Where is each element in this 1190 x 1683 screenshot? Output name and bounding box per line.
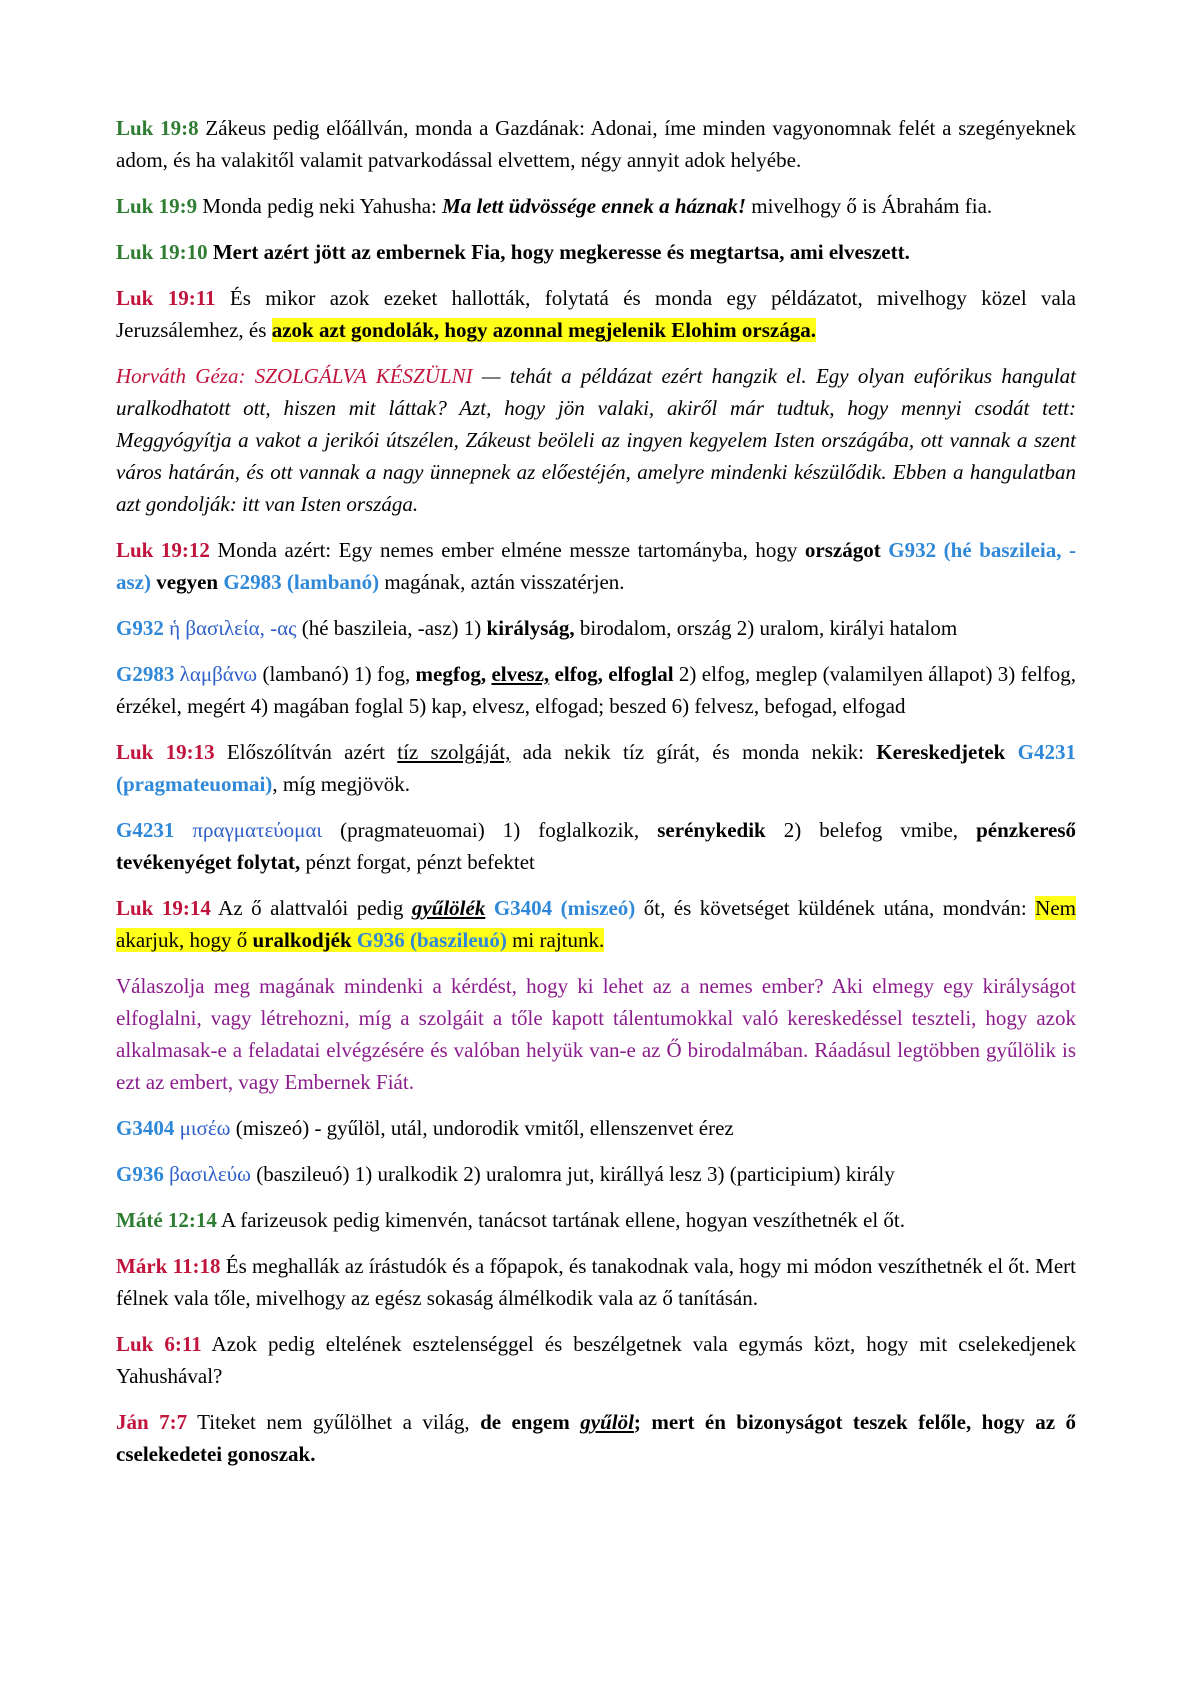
keyword: országot <box>804 538 881 562</box>
greek-word: ἡ βασιλεία, -ας <box>163 616 297 640</box>
commentary-horvath <box>116 360 1076 520</box>
verse-ref: Luk 19:13 <box>116 740 215 764</box>
verse-text: Monda pedig neki Yahusha: <box>197 194 443 218</box>
definition: (miszeó) - gyűlöl, utál, undorodik vmitől, ellenszenvet érez <box>230 1116 734 1140</box>
verse-text: Az ő alattvalói pedig <box>210 896 412 920</box>
verse-luk-19-13 <box>116 736 1076 800</box>
keyword: serénykedik <box>657 818 766 842</box>
highlighted-keyword: uralkodjék <box>252 928 352 952</box>
verse-ref: Luk 19:9 <box>116 194 198 218</box>
verse-ref: Luk 19:10 <box>116 240 208 264</box>
underlined-text: tíz szolgáját, <box>397 740 511 764</box>
definition: 2) belefog vmibe, <box>765 818 977 842</box>
verse-text: Mert azért jött az embernek Fia, hogy megkeresse és megtartsa, ami elveszett. <box>207 240 910 264</box>
definition: pénzt forgat, pénzt befektet <box>300 850 535 874</box>
keyword-underlined: gyűlölék <box>411 896 486 920</box>
verse-ref: Luk 19:11 <box>116 286 216 310</box>
keyword-underlined: elvesz, <box>491 662 550 686</box>
verse-luk-19-8 <box>116 112 1076 176</box>
strong-code: G932 <box>116 616 164 640</box>
verse-luk-19-9 <box>116 190 1076 222</box>
verse-luk-19-12 <box>116 534 1076 598</box>
verse-ref: Máté 12:14 <box>116 1208 217 1232</box>
verse-luk-19-14 <box>116 892 1076 956</box>
verse-luk-6-11 <box>116 1328 1076 1392</box>
strong-code: G4231 <box>116 818 175 842</box>
verse-text: És meghallák az írástudók és a főpapok, és tanakodnak vala, hogy mi módon veszíthetnék el őt. Mert félnek vala tőle, mivelhogy az egész sokaság álmélkodik vala az ő tanításán. <box>116 1254 1077 1310</box>
verse-ref: Luk 19:14 <box>116 896 211 920</box>
keyword: ; mert én bizonyságot teszek felőle, hogy az ő cselekedetei gonoszak. <box>116 1410 1076 1466</box>
verse-quote: Ma lett üdvössége ennek a háznak! <box>442 194 747 218</box>
keyword: de engem <box>480 1410 581 1434</box>
strong-ref: G932 (hé baszileia, -asz) <box>116 538 1076 594</box>
highlighted-text: Nem akarjuk, hogy ő <box>116 896 1076 952</box>
definition: birodalom, ország 2) uralom, királyi hatalom <box>574 616 958 640</box>
greek-word: πραγματεύομαι <box>174 818 323 842</box>
highlighted-text: mi rajtunk. <box>506 928 605 952</box>
lexicon-g3404 <box>116 1112 1076 1144</box>
verse-text: Monda azért: Egy nemes ember elméne messze tartományba, hogy <box>209 538 805 562</box>
keyword: királyság, <box>486 616 575 640</box>
verse-mark-11-18 <box>116 1250 1076 1314</box>
verse-ref: Luk 19:8 <box>116 116 199 140</box>
verse-text: Előszólítván azért <box>214 740 398 764</box>
verse-luk-19-11 <box>116 282 1076 346</box>
verse-text: őt, és követséget küldének utána, mondván: <box>635 896 1036 920</box>
lexicon-g936 <box>116 1158 1076 1190</box>
verse-text: magának, aztán visszatérjen. <box>379 570 625 594</box>
verse-jan-7-7 <box>116 1406 1076 1470</box>
verse-ref: Márk 11:18 <box>116 1254 221 1278</box>
keyword: Kereskedjetek <box>876 740 1006 764</box>
verse-text: Azok pedig eltelének esztelenséggel és beszélgetnek vala egymás közt, hogy mit cselekedjenek Yahushával? <box>116 1332 1076 1388</box>
definition: (pragmateuomai) 1) foglalkozik, <box>322 818 658 842</box>
commentary-text: — tehát a példázat ezért hangzik el. Egy olyan eufórikus hangulat uralkodhatott ott, hiszen mit láttak? Azt, hogy jön valaki, akiről már tudtuk, hogy mennyi csodát tett: Meggyógyítja a vakot a jerikói útszélen, Zákeust beöleli az ingyen kegyelem Isten országába, ott vannak a szent város határán, és ott vannak a nagy ünnepnek az előestéjén, amelyre mindenki készülődik. Ebben a hangulatban azt gondolják: itt van Isten országa. <box>116 364 1076 516</box>
verse-ref: Luk 6:11 <box>116 1332 202 1356</box>
verse-text: mivelhogy ő is Ábrahám fia. <box>746 194 993 218</box>
greek-word: βασιλεύω <box>163 1162 251 1186</box>
definition: 2) elfog, meglep (valamilyen állapot) 3) felfog, érzékel, megért 4) magában foglal 5) kap, elvesz, elfogad; beszed 6) felvesz, befogad, elfogad <box>116 662 1076 718</box>
lexicon-g4231 <box>116 814 1076 878</box>
greek-word: λαμβάνω <box>174 662 258 686</box>
keyword-underlined: gyűlöl <box>580 1410 634 1434</box>
definition: (baszileuó) 1) uralkodik 2) uralomra jut, királlyá lesz 3) (participium) király <box>250 1162 895 1186</box>
verse-text: A farizeusok pedig kimenvén, tanácsot tartának ellene, hogyan veszíthetnék el őt. <box>216 1208 905 1232</box>
definition: (hé baszileia, -asz) 1) <box>296 616 487 640</box>
commentary-question: Válaszolja meg magának mindenki a kérdést, hogy ki lehet az a nemes ember? Aki elmegy egy királyságot elfoglalni, vagy létrehozni, míg a szolgáit a tőle kapott tálentumokkal való kereskedéssel teszteli, hogy azok alkalmasak-e a feladatai elvégzésére és valóban helyük van-e az Ő birodalmában. Ráadásul legtöbben gyűlölik is ezt az embert, vagy Embernek Fiát. <box>116 974 1076 1094</box>
strong-ref: G3404 (miszeó) <box>485 896 636 920</box>
strong-ref: G4231 (pragmateuomai) <box>116 740 1076 796</box>
lexicon-g932 <box>116 612 1076 644</box>
keyword: vegyen <box>156 570 219 594</box>
verse-text: És mikor azok ezeket hallották, folytatá és monda egy példázatot, mivelhogy közel vala Jeruzsálemhez, és <box>116 286 1076 342</box>
strong-code: G3404 <box>116 1116 175 1140</box>
verse-ref: Ján 7:7 <box>116 1410 188 1434</box>
strong-code: G936 <box>116 1162 164 1186</box>
highlighted-text: azok azt gondolák, hogy azonnal megjelenik Elohim országa. <box>271 318 816 342</box>
strong-code: G2983 <box>116 662 175 686</box>
verse-luk-19-10 <box>116 236 1076 268</box>
greek-word: μισέω <box>174 1116 231 1140</box>
keyword: pénzkereső tevékenyéget folytat, <box>116 818 1076 874</box>
verse-text: Titeket nem gyűlölhet a világ, <box>187 1410 481 1434</box>
verse-ref: Luk 19:12 <box>116 538 210 562</box>
verse-text: Zákeus pedig előállván, monda a Gazdának: Adonai, íme minden vagyonomnak felét a szegényeknek adom, és ha valakitől valamit patvarkodással elvettem, négy annyit adok helyébe. <box>116 116 1077 172</box>
keyword: elfog, elfoglal <box>549 662 674 686</box>
commentary-author: Horváth Géza: SZOLGÁLVA KÉSZÜLNI <box>116 364 482 388</box>
verse-text: ada nekik tíz gírát, és monda nekik: <box>510 740 877 764</box>
lexicon-g2983 <box>116 658 1076 722</box>
strong-ref: G936 (baszileuó) <box>351 928 507 952</box>
verse-text: , míg megjövök. <box>272 772 410 796</box>
document-page <box>116 112 1076 1470</box>
keyword: megfog <box>415 662 481 686</box>
verse-mate-12-14 <box>116 1204 1076 1236</box>
separator: , <box>480 662 492 686</box>
definition: (lambanó) 1) fog, <box>257 662 416 686</box>
strong-ref: G2983 (lambanó) <box>218 570 380 594</box>
